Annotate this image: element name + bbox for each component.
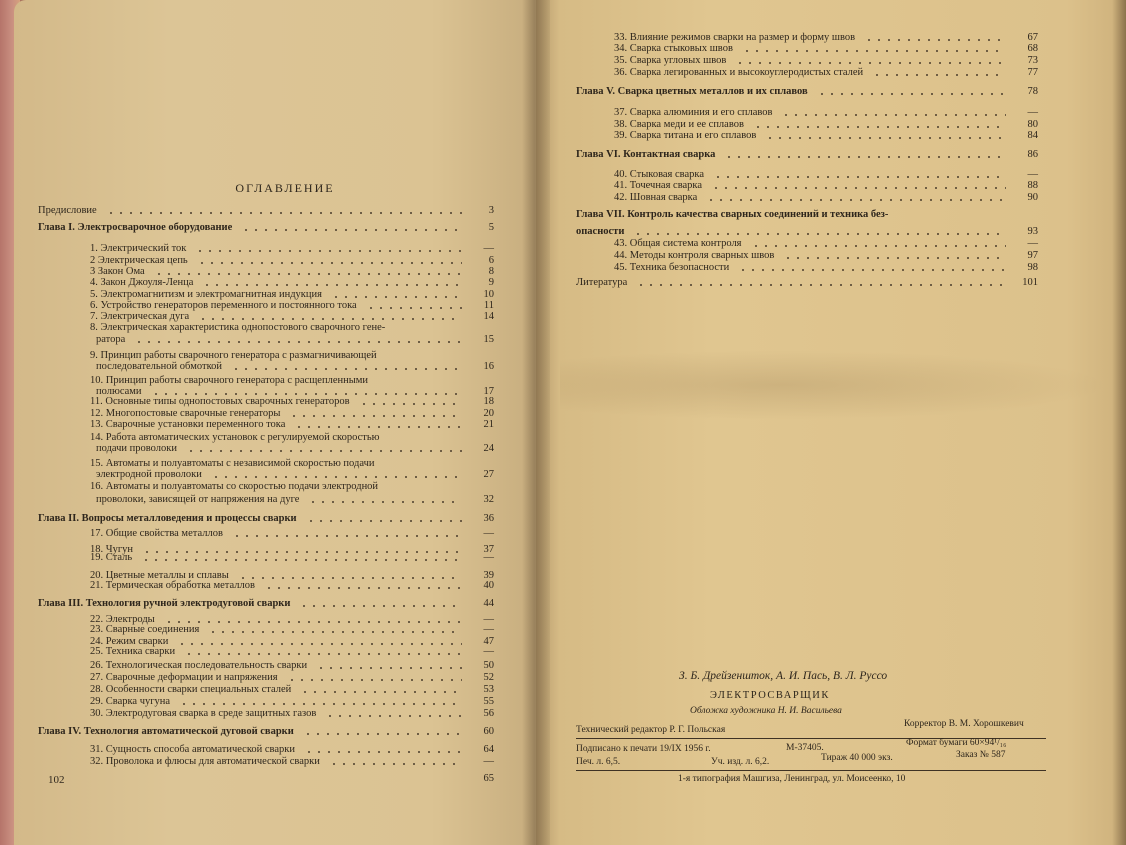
toc-entry-label [614, 55, 1004, 67]
toc-page-number: 40 [483, 580, 494, 591]
imprint-run: Тираж 40 000 экз. [821, 753, 893, 763]
toc-entry-text: 25. Техника сварки [90, 646, 176, 657]
toc-leader-dots [738, 269, 1006, 271]
toc-entry-text: 16. Автоматы и полуавтоматы со скоростью подачи электродной [90, 481, 379, 492]
toc-entry-text: 38. Сварка меди и ее сплавов [614, 119, 744, 130]
toc-heading: ОГЛАВЛЕНИЕ [235, 181, 335, 195]
toc-page-number: 88 [1027, 180, 1038, 191]
toc-entry-text: Предисловие [38, 205, 97, 216]
toc-leader-dots [783, 257, 1006, 259]
toc-page-number: 16 [483, 361, 494, 372]
toc-page-number: — [483, 243, 494, 254]
toc-page-number: — [1027, 238, 1038, 249]
toc-leader-dots [289, 415, 462, 417]
toc-entry-label [38, 205, 460, 217]
toc-entry-text: Глава V. Сварка цветных металлов и их сплавов [576, 86, 808, 97]
toc-leader-dots [636, 284, 1006, 286]
toc-entry-text: 36. Сварка легированных и высокоуглеродистых сталей [614, 67, 864, 78]
toc-leader-dots [195, 250, 462, 252]
toc-entry-text: 29. Сварка чугуна [90, 696, 171, 707]
toc-entry-text: 20. Цветные металлы и сплавы [90, 570, 229, 581]
toc-entry-label [90, 696, 460, 708]
book-gutter [522, 0, 550, 845]
toc-chapter-label [576, 86, 1004, 98]
toc-leader-dots [303, 733, 462, 735]
toc-entry-label [90, 660, 460, 672]
toc-leader-dots [238, 577, 462, 579]
toc-entry-text: 44. Методы контроля сварных швов [614, 250, 775, 261]
toc-page-number: 27 [483, 469, 494, 480]
toc-leader-dots [186, 450, 462, 452]
toc-leader-dots [197, 262, 462, 264]
toc-page-number: — [483, 614, 494, 625]
toc-entry-text: 37. Сварка алюминия и его сплавов [614, 107, 773, 118]
imprint-corrector: Корректор В. М. Хорошкевич [904, 719, 1024, 729]
toc-entry-text: 30. Электродуговая сварка в среде защитных газов [90, 708, 317, 719]
toc-entry-label [90, 552, 460, 564]
toc-entry-text: 18. Чугун [90, 544, 133, 555]
toc-entry-text: 41. Точечная сварка [614, 180, 703, 191]
toc-page-number: 14 [483, 311, 494, 322]
toc-leader-dots [724, 156, 1006, 158]
toc-chapter-label [576, 149, 1004, 161]
toc-entry-label [90, 756, 460, 768]
toc-entry-text: 43. Общая система контроля [614, 238, 742, 249]
toc-entry-text: электродной проволоки [96, 469, 202, 480]
toc-entry-label [90, 396, 460, 408]
toc-page-number: 52 [483, 672, 494, 683]
toc-page-number: 6 [488, 255, 494, 266]
toc-entry-text: 15. Автоматы и полуавтоматы с независимой скоростью подачи [90, 458, 375, 469]
toc-chapter-label [576, 226, 1004, 238]
toc-page-number: 86 [1027, 149, 1038, 160]
toc-entry-label [96, 443, 460, 455]
imprint-cover: Обложка художника Н. И. Васильева [690, 706, 842, 716]
toc-entry-text: 10. Принцип работы сварочного генератора с расщепленными [90, 375, 369, 386]
imprint-print-sheets: Печ. л. 6,5. [576, 757, 621, 767]
toc-entry-text: 28. Особенности сварки специальных сталей [90, 684, 292, 695]
toc-chapter-label [38, 513, 460, 525]
toc-entry-label [90, 624, 460, 636]
toc-entry-text: 4. Закон Джоуля-Ленца [90, 277, 194, 288]
toc-page-number: 84 [1027, 130, 1038, 141]
toc-entry-label [614, 43, 1004, 55]
toc-page-number: 98 [1027, 262, 1038, 273]
toc-entry-label [90, 419, 460, 431]
toc-leader-dots [202, 284, 462, 286]
toc-entry-text: 21. Термическая обработка металлов [90, 580, 255, 591]
toc-entry-text: 39. Сварка титана и его сплавов [614, 130, 757, 141]
toc-chapter-label [38, 222, 460, 234]
toc-leader-dots [753, 126, 1006, 128]
imprint-format: Формат бумаги 60×94¹/₁₆ [906, 738, 1007, 748]
toc-entry-label [90, 672, 460, 684]
toc-chapter-label [576, 209, 1004, 221]
toc-entry-text: ратора [96, 334, 126, 345]
toc-leader-dots [742, 50, 1006, 52]
toc-entry-text: 17. Общие свойства металлов [90, 528, 223, 539]
imprint-pub-sheets: Уч. изд. л. 6,2. [711, 757, 770, 767]
toc-page-number: 78 [1027, 86, 1038, 97]
toc-page-number: 93 [1027, 226, 1038, 237]
toc-leader-dots [735, 62, 1006, 64]
page-number: 102 [48, 774, 65, 786]
toc-entry-text: Глава I. Электросварочное оборудование [38, 222, 233, 233]
toc-page-number: 50 [483, 660, 494, 671]
toc-entry-text: 40. Стыковая сварка [614, 169, 705, 180]
toc-entry-label [96, 469, 460, 481]
toc-entry-text: 9. Принцип работы сварочного генератора с размагничивающей [90, 350, 377, 361]
toc-entry-text: 11. Основные типы однопостовых сварочных генераторов [90, 396, 350, 407]
toc-entry-label [614, 107, 1004, 119]
toc-page-number: 24 [483, 443, 494, 454]
toc-page-number: 55 [483, 696, 494, 707]
toc-leader-dots [231, 368, 462, 370]
toc-page-number: 80 [1027, 119, 1038, 130]
toc-page-number: 64 [483, 744, 494, 755]
toc-page-number: 90 [1027, 192, 1038, 203]
toc-entry-text: 12. Многопостовые сварочные генераторы [90, 408, 281, 419]
toc-entry-text: проволоки, зависящей от напряжения на дуге [96, 494, 300, 505]
toc-entry-text: 27. Сварочные деформации и напряжения [90, 672, 278, 683]
imprint-printer: 1-я типография Машгиза, Ленинград, ул. Моисеенко, 10 [678, 774, 906, 784]
toc-entry-label [614, 250, 1004, 262]
toc-leader-dots [141, 559, 462, 561]
toc-page-number: 44 [483, 598, 494, 609]
toc-leader-dots [300, 691, 462, 693]
toc-entry-label [614, 262, 1004, 274]
toc-page-number: — [483, 624, 494, 635]
toc-entry-text: Глава IV. Технология автоматической дуговой сварки [38, 726, 294, 737]
toc-entry-text: Глава III. Технология ручной электродуговой сварки [38, 598, 291, 609]
toc-entry-text: 7. Электрическая дуга [90, 311, 190, 322]
toc-entry-text: 32. Проволока и флюсы для автоматической сварки [90, 756, 320, 767]
toc-entry-text: 23. Сварные соединения [90, 624, 200, 635]
toc-leader-dots [366, 307, 462, 309]
toc-chapter-label [38, 598, 460, 610]
toc-leader-dots [817, 93, 1006, 95]
toc-page-number: 5 [488, 222, 494, 233]
toc-entry-text: 13. Сварочные установки переменного тока [90, 419, 286, 430]
toc-page-number: 56 [483, 708, 494, 719]
toc-entry-text: 33. Влияние режимов сварки на размер и форму швов [614, 32, 856, 43]
toc-leader-dots [864, 39, 1006, 41]
toc-entry-label [576, 277, 1004, 289]
toc-entry-text: 1. Электрический ток [90, 243, 187, 254]
toc-entry-label [90, 744, 460, 756]
toc-page-number: — [483, 528, 494, 539]
toc-entry-text: 34. Сварка стыковых швов [614, 43, 733, 54]
toc-leader-dots [154, 273, 462, 275]
imprint-code: М-37405. [786, 743, 824, 753]
page-wrinkle [560, 350, 1110, 420]
toc-entry-label [614, 192, 1004, 204]
toc-entry-label [96, 361, 460, 373]
imprint-tech-editor: Технический редактор Р. Г. Польская [576, 725, 726, 735]
toc-page-number: 39 [483, 570, 494, 581]
right-edge-shadow [1112, 0, 1126, 845]
imprint-title: ЭЛЕКТРОСВАРЩИК [710, 690, 830, 701]
toc-page-number: 3 [488, 205, 494, 216]
toc-leader-dots [134, 341, 462, 343]
toc-page-number: 77 [1027, 67, 1038, 78]
left-page [14, 0, 536, 845]
toc-page-number: 97 [1027, 250, 1038, 261]
toc-page-number: — [1027, 107, 1038, 118]
toc-leader-dots [706, 199, 1006, 201]
toc-leader-dots [179, 703, 462, 705]
toc-entry-text: 19. Сталь [90, 552, 133, 563]
toc-page-number: 101 [1022, 277, 1038, 288]
imprint-authors: З. Б. Дрейзеншток, А. И. Пась, В. Л. Руссо [679, 670, 888, 682]
toc-leader-dots [751, 245, 1006, 247]
toc-page-number: 60 [483, 726, 494, 737]
toc-entry-label [96, 494, 460, 506]
toc-entry-label [614, 130, 1004, 142]
toc-entry-text: полюсами [96, 386, 142, 397]
imprint-order: Заказ № 587 [956, 750, 1006, 760]
toc-entry-text: подачи проволоки [96, 443, 178, 454]
toc-page-number: 21 [483, 419, 494, 430]
toc-leader-dots [713, 176, 1006, 178]
toc-page-number: — [1027, 169, 1038, 180]
toc-entry-text: 8. Электрическая характеристика однопостового сварочного гене- [90, 322, 386, 333]
toc-leader-dots [316, 667, 462, 669]
toc-entry-text: 31. Сущность способа автоматической сварки [90, 744, 296, 755]
toc-entry-label [90, 708, 460, 720]
toc-page-number: 17 [483, 386, 494, 397]
toc-leader-dots [359, 403, 462, 405]
toc-entry-text: 42. Шовная сварка [614, 192, 698, 203]
toc-page-number: — [483, 756, 494, 767]
toc-leader-dots [781, 114, 1006, 116]
toc-page-number: 67 [1027, 32, 1038, 43]
toc-page-number: 47 [483, 636, 494, 647]
toc-entry-label [90, 243, 460, 255]
toc-leader-dots [211, 476, 462, 478]
imprint-signed: Подписано к печати 19/IX 1956 г. [576, 744, 711, 754]
toc-leader-dots [331, 296, 462, 298]
toc-entry-text: 6. Устройство генераторов переменного и постоянного тока [90, 300, 357, 311]
toc-entry-text: Глава VII. Контроль качества сварных соединений и техника без- [576, 209, 889, 220]
toc-page-number: 37 [483, 544, 494, 555]
toc-page-number: 68 [1027, 43, 1038, 54]
toc-leader-dots [765, 137, 1006, 139]
toc-entry-label [96, 334, 460, 346]
toc-entry-label [90, 528, 460, 540]
toc-page-number: 9 [488, 277, 494, 288]
toc-leader-dots [711, 187, 1006, 189]
toc-leader-dots [232, 535, 462, 537]
toc-entry-label [614, 180, 1004, 192]
toc-leader-dots [633, 233, 1006, 235]
toc-entry-text: Глава II. Вопросы металловедения и процессы сварки [38, 513, 297, 524]
right-page [536, 0, 1126, 845]
toc-leader-dots [241, 229, 462, 231]
toc-entry-label [90, 322, 460, 334]
toc-page-number: — [483, 646, 494, 657]
toc-entry-label [90, 580, 460, 592]
toc-leader-dots [872, 74, 1006, 76]
toc-leader-dots [264, 587, 462, 589]
toc-entry-text: 35. Сварка угловых швов [614, 55, 727, 66]
toc-page-number: 8 [488, 266, 494, 277]
toc-entry-label [90, 277, 460, 289]
toc-chapter-label [38, 726, 460, 738]
toc-entry-label [90, 481, 460, 493]
toc-leader-dots [184, 653, 462, 655]
toc-entry-text: 2 Электрическая цепь [90, 255, 188, 266]
toc-page-number: — [483, 552, 494, 563]
toc-page-number: 73 [1027, 55, 1038, 66]
toc-entry-label [90, 684, 460, 696]
toc-leader-dots [198, 318, 462, 320]
toc-page-number: 15 [483, 334, 494, 345]
toc-entry-text: Литература [576, 277, 628, 288]
toc-entry-label [614, 238, 1004, 250]
toc-leader-dots [329, 763, 462, 765]
toc-entry-text: 5. Электромагнитизм и электромагнитная индукция [90, 289, 322, 300]
toc-entry-text: 22. Электроды [90, 614, 155, 625]
toc-page-number: 36 [483, 513, 494, 524]
toc-leader-dots [308, 501, 462, 503]
toc-entry-text: Глава VI. Контактная сварка [576, 149, 716, 160]
toc-leader-dots [177, 643, 462, 645]
toc-entry-text: опасности [576, 226, 625, 237]
toc-page-number: 18 [483, 396, 494, 407]
toc-page-number: 10 [483, 289, 494, 300]
toc-page-number: 20 [483, 408, 494, 419]
imprint-rule-2 [576, 770, 1046, 771]
toc-leader-dots [325, 715, 462, 717]
toc-leader-dots [299, 605, 462, 607]
toc-leader-dots [151, 393, 462, 395]
toc-leader-dots [306, 520, 462, 522]
toc-entry-text: 3 Закон Ома [90, 266, 145, 277]
toc-leader-dots [164, 621, 462, 623]
toc-entry-text: 24. Режим сварки [90, 636, 169, 647]
toc-page-number: 53 [483, 684, 494, 695]
toc-leader-dots [294, 426, 462, 428]
toc-leader-dots [208, 631, 462, 633]
toc-entry-label [614, 67, 1004, 79]
toc-page-number: 65 [483, 773, 494, 784]
toc-entry-text: последовательной обмоткой [96, 361, 223, 372]
toc-leader-dots [304, 751, 462, 753]
toc-entry-text: 14. Работа автоматических установок с регулируемой скоростью [90, 432, 380, 443]
toc-leader-dots [106, 212, 462, 214]
toc-entry-label [90, 646, 460, 658]
toc-entry-text: 26. Технологическая последовательность сварки [90, 660, 308, 671]
toc-entry-text: 45. Техника безопасности [614, 262, 730, 273]
toc-leader-dots [287, 679, 462, 681]
toc-page-number: 11 [483, 300, 494, 311]
toc-page-number: 32 [483, 494, 494, 505]
